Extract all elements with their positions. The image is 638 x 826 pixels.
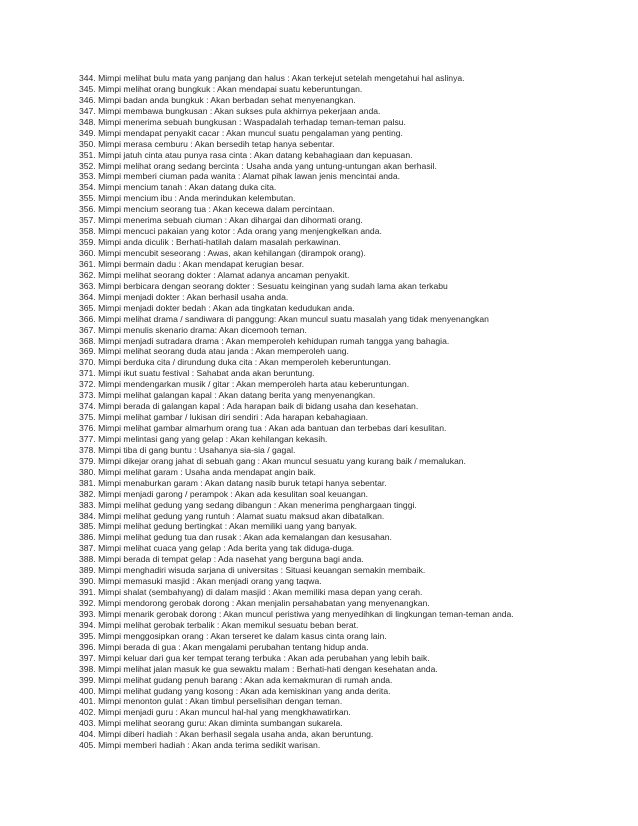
list-item: 372. Mimpi mendengarkan musik / gitar : Akan memperoleh harta atau keberuntungan. <box>79 379 410 390</box>
list-item: 397. Mimpi keluar dari gua ker tempat terang terbuka : Akan ada perubahan yang lebih baik. <box>79 652 430 663</box>
list-item: 351. Mimpi jatuh cinta atau punya rasa cinta : Akan datang kebahagiaan dan kepuasan. <box>79 149 413 160</box>
list-item: 364. Mimpi menjadi dokter : Akan berhasil usaha anda. <box>79 291 289 302</box>
list-item: 378. Mimpi tiba di gang buntu : Usahanya sia-sia / gagal. <box>79 444 296 455</box>
list-item: 398. Mimpi melihat jalan masuk ke gua sewaktu malam : Berhati-hati dengan kesehatan anda. <box>79 663 438 674</box>
list-item: 377. Mimpi melintasi gang yang gelap : Akan kehilangan kekasih. <box>79 433 328 444</box>
list-item: 383. Mimpi melihat gedung yang sedang dibangun : Akan menerima penghargaan tinggi. <box>79 499 417 510</box>
list-item: 360. Mimpi mencubit seseorang : Awas, akan kehilangan (dirampok orang). <box>79 248 366 258</box>
list-item: 404. Mimpi diberi hadiah : Akan berhasil segala usaha anda, akan beruntung. <box>79 729 374 740</box>
list-item: 357. Mimpi menerima sebuah ciuman : Akan dihargai dan dihormati orang. <box>79 215 363 226</box>
list-item: 363. Mimpi berbicara dengan seorang dokter : Sesuatu keinginan yang sudah lama akan terkabu <box>79 280 448 291</box>
list-item: 389. Mimpi menghadiri wisuda sarjana di universitas : Situasi keuangan semakin membaik. <box>79 565 426 576</box>
list-item: 356. Mimpi mencium seorang tua : Akan kecewa dalam percintaan. <box>79 204 335 215</box>
list-item: 366. Mimpi melihat drama / sandiwara di panggung: Akan muncul suatu masalah yang tidak menyenangkan <box>79 313 489 324</box>
list-item: 391. Mimpi shalat (sembahyang) di dalam masjid : Akan memiliki masa depan yang cerah. <box>79 587 423 598</box>
list-item: 384. Mimpi melihat gedung yang runtuh : Alamat suatu maksud akan dibatalkan. <box>79 510 385 521</box>
list-item: 382. Mimpi menjadi garong / perampok : Akan ada kesulitan soal keuangan. <box>79 488 369 499</box>
list-item: 352. Mimpi melihat orang sedang bercinta : Usaha anda yang untung-untungan akan berhasil. <box>79 160 437 171</box>
list-item: 347. Mimpi membawa bungkusan : Akan sukses pula akhirnya pekerjaan anda. <box>79 105 381 116</box>
list-item: 354. Mimpi mencium tanah : Akan datang duka cita. <box>79 182 277 193</box>
list-item: 359. Mimpi anda diculik : Berhati-hatilah dalam masalah perkawinan. <box>79 237 341 248</box>
dream-list <box>79 73 629 751</box>
list-item: 361. Mimpi bermain dadu : Akan mendapat kerugian besar. <box>79 258 305 269</box>
list-item: 376. Mimpi melihat gambar almarhum orang tua : Akan ada bantuan dan terbebas dari kesulitan. <box>79 423 447 433</box>
list-item: 362. Mimpi melihat seorang dokter : Alamat adanya ancaman penyakit. <box>79 269 350 280</box>
list-item: 392. Mimpi mendorong gerobak dorong : Akan menjalin persahabatan yang menyenangkan. <box>79 598 430 608</box>
list-item: 394. Mimpi melihat gerobak terbalik : Akan memikul sesuatu beban berat. <box>79 619 359 630</box>
list-item: 350. Mimpi merasa cemburu : Akan bersedih tetap hanya sebentar. <box>79 138 335 149</box>
list-item: 344. Mimpi melihat bulu mata yang panjang dan halus : Akan terkejut setelah mengetahui hal aslinya. <box>79 73 465 83</box>
list-item: 399. Mimpi melihat gudang penuh barang : Akan ada kemakmuran di rumah anda. <box>79 674 393 685</box>
list-item: 388. Mimpi berada di tempat gelap : Ada nasehat yang berguna bagi anda. <box>79 554 364 565</box>
list-item: 368. Mimpi menjadi sutradara drama : Akan memperoleh kehidupan rumah tangga yang bahagia. <box>79 335 450 346</box>
list-item: 390. Mimpi memasuki masjid : Akan menjadi orang yang taqwa. <box>79 576 322 587</box>
list-item: 367. Mimpi menulis skenario drama: Akan dicemooh teman. <box>79 324 307 335</box>
list-item: 374. Mimpi berada di galangan kapal : Ada harapan baik di bidang usaha dan kesehatan. <box>79 401 419 412</box>
list-item: 387. Mimpi melihat cuaca yang gelap : Ada berita yang tak diduga-duga. <box>79 543 355 554</box>
list-item: 370. Mimpi berduka cita / dirundung duka cita : Akan memperoleh keberuntungan. <box>79 357 391 368</box>
list-item: 401. Mimpi menonton gulat : Akan timbul perselisihan dengan teman. <box>79 696 343 707</box>
list-item: 393. Mimpi menarik gerobak dorong : Akan muncul peristiwa yang menyedihkan di lingkungan teman-teman anda. <box>79 608 514 619</box>
list-item: 373. Mimpi melihat galangan kapal : Akan datang berita yang menyenangkan. <box>79 390 376 401</box>
list-item: 379. Mimpi dikejar orang jahat di sebuah gang : Akan muncul sesuatu yang kurang baik / memalukan. <box>79 455 466 466</box>
list-item: 395. Mimpi menggosipkan orang : Akan terseret ke dalam kasus cinta orang lain. <box>79 630 387 641</box>
list-item: 396. Mimpi berada di gua : Akan mengalami perubahan tentang hidup anda. <box>79 641 369 652</box>
list-item: 403. Mimpi melihat seorang guru: Akan diminta sumbangan sukarela. <box>79 718 343 729</box>
list-item: 353. Mimpi memberi ciuman pada wanita : Alamat pihak lawan jenis mencintai anda. <box>79 171 400 182</box>
list-item: 381. Mimpi menaburkan garam : Akan datang nasib buruk tetapi hanya sebentar. <box>79 477 387 488</box>
list-item: 400. Mimpi melihat gudang yang kosong : Akan ada kemiskinan yang anda derita. <box>79 685 391 696</box>
list-item: 348. Mimpi menerima sebuah bungkusan : Waspadalah terhadap teman-teman palsu. <box>79 116 406 127</box>
list-item: 405. Mimpi memberi hadiah : Akan anda terima sedikit warisan. <box>79 740 321 751</box>
list-item: 402. Mimpi menjadi guru : Akan muncul hal-hal yang mengkhawatirkan. <box>79 707 351 718</box>
list-item: 346. Mimpi badan anda bungkuk : Akan berbadan sehat menyenangkan. <box>79 94 356 105</box>
list-item: 365. Mimpi menjadi dokter bedah : Akan ada tingkatan kedudukan anda. <box>79 302 355 313</box>
list-item: 358. Mimpi mencuci pakaian yang kotor : Ada orang yang menjengkelkan anda. <box>79 226 382 237</box>
list-item: 375. Mimpi melihat gambar / lukisan diri sendiri : Ada harapan kebahagiaan. <box>79 412 369 423</box>
list-item: 386. Mimpi melihat gedung tua dan rusak : Akan ada kemalangan dan kesusahan. <box>79 532 392 543</box>
list-item: 380. Mimpi melihat garam : Usaha anda mendapat angin baik. <box>79 466 316 477</box>
list-item: 369. Mimpi melihat seorang duda atau janda : Akan memperoleh uang. <box>79 346 349 357</box>
list-item: 385. Mimpi melihat gedung bertingkat : Akan memiliki uang yang banyak. <box>79 521 358 532</box>
list-item: 349. Mimpi mendapat penyakit cacar : Akan muncul suatu pengalaman yang penting. <box>79 127 403 138</box>
list-item: 355. Mimpi mencium ibu : Anda merindukan kelembutan. <box>79 193 296 204</box>
list-item: 371. Mimpi ikut suatu festival : Sahabat anda akan beruntung. <box>79 368 315 379</box>
list-item: 345. Mimpi melihat orang bungkuk : Akan mendapai suatu keberuntungan. <box>79 83 363 94</box>
